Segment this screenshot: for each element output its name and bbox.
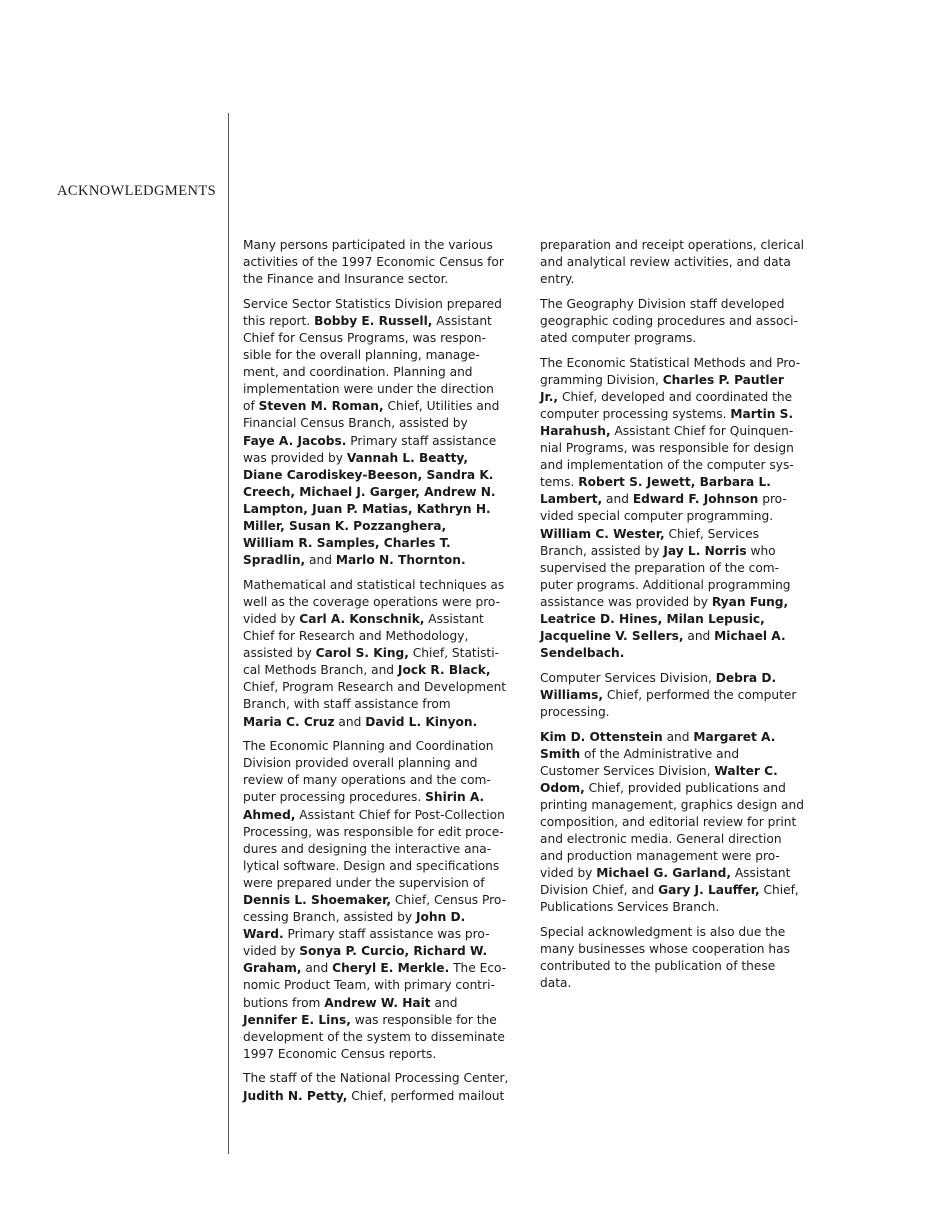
body-text: Assistant <box>424 611 484 626</box>
body-text: Chief, provided publications and <box>584 780 786 795</box>
body-text: Assistant <box>432 313 492 328</box>
name-text: Bobby E. Russell, <box>314 313 433 328</box>
name-text: Martin S. <box>730 406 794 421</box>
text-line <box>243 628 518 645</box>
text-line <box>243 858 518 875</box>
text-line <box>540 746 815 763</box>
text-line <box>540 704 815 721</box>
text-line <box>243 450 518 467</box>
text-column-left <box>243 237 518 1112</box>
text-line <box>243 679 518 696</box>
name-text: John D. <box>415 910 466 925</box>
name-text: Jay L. Norris <box>663 543 747 558</box>
text-line <box>540 296 815 313</box>
body-text: The Economic Planning and Coordination <box>243 739 494 754</box>
body-text: Chief, Census Pro- <box>390 892 506 907</box>
body-text: Primary staff assistance <box>346 433 497 448</box>
body-text: contributed to the publication of these <box>540 959 776 974</box>
text-line <box>243 662 518 679</box>
text-line <box>243 577 518 594</box>
paragraph <box>540 670 815 721</box>
text-line <box>540 389 815 406</box>
body-text: data. <box>540 976 572 991</box>
text-line <box>243 254 518 271</box>
text-line <box>540 975 815 992</box>
paragraph <box>243 738 518 1063</box>
name-text: Steven M. Roman, <box>258 399 384 414</box>
text-line <box>540 780 815 797</box>
body-text: nomic Product Team, with primary contri- <box>243 978 495 993</box>
body-text: and <box>430 995 458 1010</box>
body-text: and <box>334 714 366 729</box>
name-text: Lambert, <box>540 492 603 507</box>
body-text: preparation and receipt operations, clerical <box>540 238 805 252</box>
body-text: composition, and editorial review for print <box>540 815 797 829</box>
text-line <box>243 738 518 755</box>
body-text: Assistant Chief for Post-Collection <box>295 807 505 822</box>
body-text: nial Programs, was responsible for design <box>540 441 794 456</box>
body-text: The Geography Division staff developed <box>540 296 785 311</box>
name-text: Debra D. <box>715 670 777 685</box>
body-text: Special acknowledgment is also due the <box>540 925 786 940</box>
text-line <box>540 577 815 594</box>
body-text: Publications Services Branch. <box>540 900 720 915</box>
body-text: pro- <box>758 492 787 507</box>
body-text: Chief, performed mailout <box>347 1088 505 1103</box>
text-line <box>243 977 518 994</box>
paragraph <box>540 296 815 347</box>
name-text: Maria C. Cruz <box>243 714 335 729</box>
text-line <box>243 807 518 824</box>
name-text: Judith N. Petty, <box>243 1088 348 1103</box>
text-line <box>540 670 815 687</box>
name-text: Charles P. Pautler <box>662 372 784 387</box>
text-line <box>243 484 518 501</box>
body-text: vided special computer programming. <box>540 509 774 524</box>
body-text: was responsible for the <box>350 1012 497 1027</box>
text-line <box>540 763 815 780</box>
text-line <box>243 909 518 926</box>
name-text: Ward. <box>243 927 284 942</box>
text-line <box>540 491 815 508</box>
text-line <box>243 714 518 731</box>
name-text: Shirin A. <box>425 790 485 805</box>
name-text: Ryan Fung, <box>711 594 789 609</box>
body-text: Chief, developed and coordinated the <box>558 389 793 404</box>
body-text: puter processing procedures. <box>243 790 426 805</box>
body-text: Assistant <box>730 866 791 881</box>
text-line <box>540 423 815 440</box>
body-text: cal Methods Branch, and <box>243 663 398 678</box>
paragraph <box>243 1070 518 1104</box>
name-text: Michael A. <box>714 629 786 644</box>
name-text: Walter C. <box>714 763 778 778</box>
body-text: well as the coverage operations were pro- <box>243 594 501 609</box>
name-text: Gary J. Lauffer, <box>658 883 760 898</box>
body-text: lytical software. Design and specifications <box>243 858 500 873</box>
text-line <box>540 594 815 611</box>
name-text: Leatrice D. Hines, Milan Lepusic, <box>540 611 765 626</box>
text-line <box>540 372 815 389</box>
body-text: Chief, Statisti- <box>408 646 499 661</box>
text-line <box>540 645 815 662</box>
body-text: Chief, Services <box>664 526 760 541</box>
body-text: Primary staff assistance was pro- <box>283 927 490 942</box>
paragraph <box>540 924 815 992</box>
text-line <box>540 729 815 746</box>
text-column-right <box>540 237 815 1000</box>
body-text: and implementation of the computer sys- <box>540 458 794 473</box>
text-line <box>243 313 518 330</box>
body-text: Branch, with staff assistance from <box>243 697 451 712</box>
text-line <box>540 611 815 628</box>
text-line <box>243 926 518 943</box>
text-line <box>540 457 815 474</box>
body-text: Mathematical and statistical techniques as <box>243 577 505 592</box>
text-line <box>540 958 815 975</box>
name-text: Jennifer E. Lins, <box>243 1012 351 1027</box>
text-line <box>540 628 815 645</box>
body-text: assisted by <box>243 646 316 661</box>
text-line <box>243 696 518 713</box>
paragraph <box>540 237 815 288</box>
body-text: Service Sector Statistics Division prepared <box>243 296 502 311</box>
body-text: gramming Division, <box>540 372 663 387</box>
text-line <box>243 1046 518 1063</box>
body-text: vided by <box>243 944 300 959</box>
text-line <box>243 1088 518 1105</box>
body-text: and production management were pro- <box>540 849 780 864</box>
body-text: The Economic Statistical Methods and Pro- <box>540 355 801 370</box>
body-text: Many persons participated in the various <box>243 238 493 252</box>
body-text: Customer Services Division, <box>540 763 715 778</box>
name-text: Graham, <box>243 961 302 976</box>
name-text: Kim D. Ottenstein <box>540 729 663 744</box>
vertical-rule <box>228 113 229 1154</box>
name-text: Faye A. Jacobs. <box>243 433 347 448</box>
name-text: Edward F. Johnson <box>632 492 759 507</box>
text-line <box>540 254 815 271</box>
name-text: Diane Carodiskey-Beeson, Sandra K. <box>243 467 494 482</box>
name-text: Jr., <box>540 389 559 404</box>
text-line <box>540 474 815 491</box>
text-line <box>540 508 815 525</box>
text-line <box>243 467 518 484</box>
body-text: activities of the 1997 Economic Census for <box>243 255 504 270</box>
name-text: Carol S. King, <box>315 646 409 661</box>
text-line <box>243 645 518 662</box>
text-line <box>243 943 518 960</box>
page-title: ACKNOWLEDGMENTS <box>57 183 217 199</box>
body-text: Financial Census Branch, assisted by <box>243 416 468 431</box>
text-line <box>243 398 518 415</box>
text-line <box>243 237 518 254</box>
body-text: was provided by <box>243 450 347 465</box>
body-text: and <box>301 961 333 976</box>
body-text: many businesses whose cooperation has <box>540 942 790 957</box>
name-text: Andrew W. Hait <box>324 995 431 1010</box>
text-line <box>243 518 518 535</box>
body-text: sible for the overall planning, manage- <box>243 348 480 363</box>
body-text: were prepared under the supervision of <box>243 875 485 890</box>
name-text: Margaret A. <box>693 729 776 744</box>
text-line <box>540 560 815 577</box>
text-line <box>243 347 518 364</box>
body-text: Branch, assisted by <box>540 543 664 558</box>
name-text: Odom, <box>540 780 585 795</box>
body-text: and <box>683 629 715 644</box>
name-text: Ahmed, <box>243 807 296 822</box>
name-text: David L. Kinyon. <box>365 714 478 729</box>
name-text: Lampton, Juan P. Matias, Kathryn H. <box>243 501 491 516</box>
body-text: computer processing systems. <box>540 406 731 421</box>
text-line <box>540 526 815 543</box>
text-line <box>243 552 518 569</box>
body-text: implementation were under the direction <box>243 382 494 397</box>
body-text: Chief for Research and Methodology, <box>243 629 469 644</box>
paragraph <box>243 577 518 731</box>
body-text: cessing Branch, assisted by <box>243 910 416 925</box>
body-text: Chief, Program Research and Development <box>243 680 507 695</box>
text-line <box>540 831 815 848</box>
body-text: geographic coding procedures and associ- <box>540 313 798 328</box>
body-text: supervised the preparation of the com- <box>540 560 780 575</box>
body-text: who <box>746 543 776 558</box>
body-text: and <box>305 553 336 568</box>
body-text: The Eco- <box>449 961 507 976</box>
text-line <box>243 960 518 977</box>
body-text: Chief, <box>759 883 799 898</box>
text-line <box>243 875 518 892</box>
name-text: Robert S. Jewett, Barbara L. <box>578 475 771 490</box>
text-line <box>243 415 518 432</box>
text-line <box>243 1012 518 1029</box>
text-line <box>243 789 518 806</box>
name-text: Jock R. Black, <box>397 663 491 678</box>
text-line <box>243 892 518 909</box>
body-text: ment, and coordination. Planning and <box>243 365 473 380</box>
text-line <box>540 440 815 457</box>
name-text: Miller, Susan K. Pozzanghera, <box>243 519 447 533</box>
text-line <box>243 330 518 347</box>
text-line <box>540 330 815 347</box>
text-line <box>243 611 518 628</box>
body-text: tems. <box>540 475 579 490</box>
text-line <box>540 865 815 882</box>
text-line <box>243 594 518 611</box>
body-text: The staff of the National Processing Center, <box>243 1071 509 1086</box>
text-line <box>243 271 518 288</box>
text-line <box>243 841 518 858</box>
text-line <box>243 1029 518 1046</box>
name-text: Marlo N. Thornton. <box>335 553 466 568</box>
name-text: Michael G. Garland, <box>596 866 731 881</box>
paragraph <box>540 355 815 663</box>
body-text: the Finance and Insurance sector. <box>243 272 449 287</box>
body-text: Computer Services Division, <box>540 670 716 685</box>
body-text: processing. <box>540 704 610 719</box>
name-text: Smith <box>540 746 581 761</box>
body-text: printing management, graphics design and <box>540 797 804 812</box>
name-text: Sonya P. Curcio, Richard W. <box>299 944 488 959</box>
text-line <box>540 924 815 941</box>
body-text: Assistant Chief for Quinquen- <box>610 423 794 438</box>
body-text: 1997 Economic Census reports. <box>243 1046 437 1061</box>
text-line <box>540 797 815 814</box>
body-text: this report. <box>243 313 315 328</box>
body-text: assistance was provided by <box>540 594 712 609</box>
text-line <box>243 824 518 841</box>
text-line <box>243 1070 518 1087</box>
text-line <box>540 237 815 254</box>
body-text: and <box>602 492 633 507</box>
text-line <box>243 364 518 381</box>
body-text: puter programs. Additional programming <box>540 577 791 592</box>
body-text: and analytical review activities, and data <box>540 255 791 270</box>
body-text: Chief, performed the computer <box>602 687 797 702</box>
body-text: Chief, Utilities and <box>383 399 500 414</box>
name-text: Dennis L. Shoemaker, <box>243 892 391 907</box>
text-line <box>243 755 518 772</box>
body-text: entry. <box>540 272 575 287</box>
text-line <box>243 296 518 313</box>
text-line <box>243 772 518 789</box>
body-text: butions from <box>243 995 325 1010</box>
name-text: Vannah L. Beatty, <box>346 450 469 465</box>
body-text: review of many operations and the com- <box>243 773 491 788</box>
text-line <box>540 543 815 560</box>
name-text: Creech, Michael J. Garger, Andrew N. <box>243 484 496 499</box>
name-text: Williams, <box>540 687 603 702</box>
text-line <box>243 433 518 450</box>
body-text: vided by <box>540 866 597 881</box>
text-line <box>243 995 518 1012</box>
text-line <box>540 882 815 899</box>
body-text: and electronic media. General direction <box>540 832 782 847</box>
text-line <box>540 941 815 958</box>
text-line <box>243 501 518 518</box>
name-text: Spradlin, <box>243 553 306 568</box>
text-line <box>540 313 815 330</box>
body-text: of the Administrative and <box>580 746 740 761</box>
paragraph <box>540 729 815 917</box>
name-text: Cheryl E. Merkle. <box>332 961 450 976</box>
text-line <box>540 406 815 423</box>
text-line <box>540 271 815 288</box>
text-line <box>540 687 815 704</box>
name-text: Carl A. Konschnik, <box>299 611 425 626</box>
text-line <box>540 848 815 865</box>
name-text: William R. Samples, Charles T. <box>243 536 451 551</box>
body-text: Processing, was responsible for edit proce- <box>243 824 504 839</box>
name-text: Harahush, <box>540 423 611 438</box>
text-line <box>540 814 815 831</box>
name-text: Jacqueline V. Sellers, <box>540 629 684 644</box>
body-text: Division Chief, and <box>540 883 659 898</box>
text-line <box>540 899 815 916</box>
name-text: Sendelbach. <box>540 646 625 661</box>
paragraph <box>243 237 518 288</box>
body-text: development of the system to disseminate <box>243 1029 505 1044</box>
paragraph <box>243 296 518 570</box>
text-line <box>243 535 518 552</box>
body-text: vided by <box>243 611 300 626</box>
body-text: Division provided overall planning and <box>243 756 478 771</box>
body-text: Chief for Census Programs, was respon- <box>243 330 487 345</box>
body-text: and <box>662 729 694 744</box>
name-text: William C. Wester, <box>540 526 665 541</box>
text-line <box>540 355 815 372</box>
body-text: dures and designing the interactive ana- <box>243 841 492 856</box>
body-text: of <box>243 399 259 414</box>
body-text: ated computer programs. <box>540 330 697 345</box>
text-line <box>243 381 518 398</box>
